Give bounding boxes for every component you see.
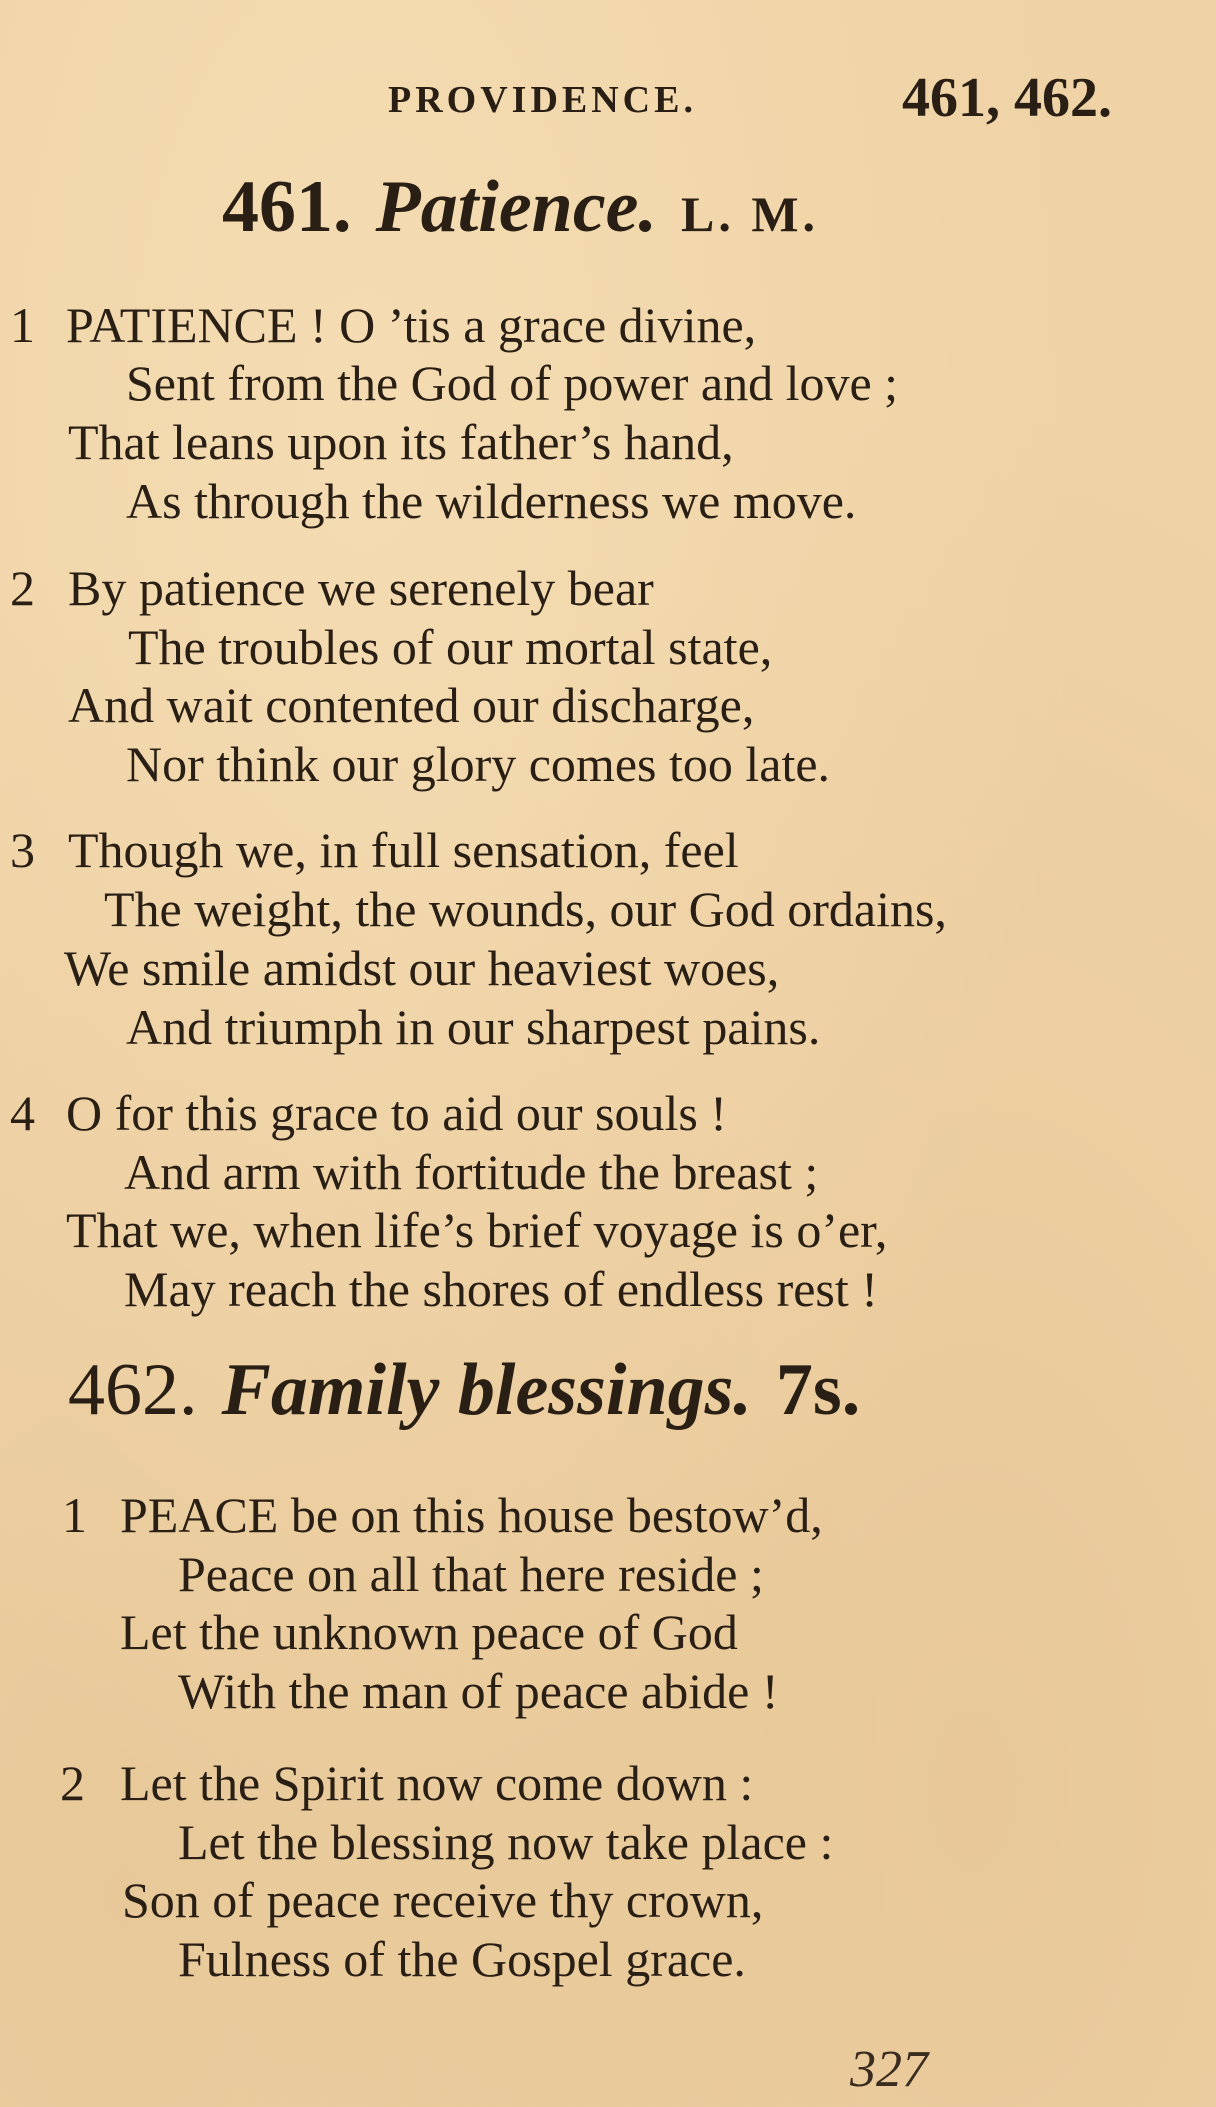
verse-line: With the man of peace abide ! <box>178 1663 779 1719</box>
verse-line: By patience we serenely bear <box>68 560 654 616</box>
verse-line: Though we, in full sensation, feel <box>68 822 739 878</box>
verse-line: And triumph in our sharpest pains. <box>126 999 821 1055</box>
verse-line: And arm with fortitude the breast ; <box>124 1144 819 1200</box>
verse-line: The weight, the wounds, our God ordains, <box>104 881 947 937</box>
verse-line: Fulness of the Gospel grace. <box>178 1931 746 1987</box>
verse-line: Nor think our glory comes too late. <box>126 736 831 792</box>
hymn-meter: L. M. <box>681 186 820 242</box>
verse-line: As through the wilderness we move. <box>126 473 857 529</box>
verse-line: O for this grace to aid our souls ! <box>66 1085 727 1141</box>
hymn-name: Patience. <box>375 166 658 248</box>
verse-line: May reach the shores of endless rest ! <box>124 1261 878 1317</box>
verse-line: That we, when life’s brief voyage is o’er, <box>66 1202 888 1258</box>
verse-line: The troubles of our mortal state, <box>128 619 773 675</box>
hymn-461-title <box>222 165 819 250</box>
verse-line: Peace on all that here reside ; <box>178 1546 764 1602</box>
verse-line: Sent from the God of power and love ; <box>126 355 899 411</box>
verse-line: And wait contented our discharge, <box>68 677 755 733</box>
hymn-462-title <box>68 1348 860 1433</box>
verse-line: PEACE be on this house bestow’d, <box>120 1487 823 1543</box>
verse-line: We smile amidst our heaviest woes, <box>64 940 780 996</box>
verse-number: 3 <box>10 822 35 878</box>
page-number: 327 <box>850 2041 928 2098</box>
running-head: PROVIDENCE. <box>388 79 697 121</box>
verse-line: Let the blessing now take place : <box>178 1814 834 1870</box>
verse-number: 1 <box>62 1487 87 1543</box>
verse-number: 2 <box>60 1755 85 1811</box>
hymn-name: Family blessings. <box>221 1349 752 1431</box>
verse-number: 1 <box>10 297 35 353</box>
hymn-meter: 7s. <box>775 1349 861 1431</box>
verse-number: 2 <box>10 560 35 616</box>
hymn-number: 462. <box>68 1349 198 1431</box>
verse-line: Let the Spirit now come down : <box>120 1755 754 1811</box>
verse-line: Let the unknown peace of God <box>120 1604 738 1660</box>
verse-line: That leans upon its father’s hand, <box>68 414 734 470</box>
verse-line: Son of peace receive thy crown, <box>122 1872 764 1928</box>
hymn-number-range: 461, 462. <box>902 67 1112 129</box>
verse-number: 4 <box>10 1085 35 1141</box>
verse-line: PATIENCE ! O ’tis a grace divine, <box>66 297 757 353</box>
hymn-number: 461. <box>222 166 352 248</box>
